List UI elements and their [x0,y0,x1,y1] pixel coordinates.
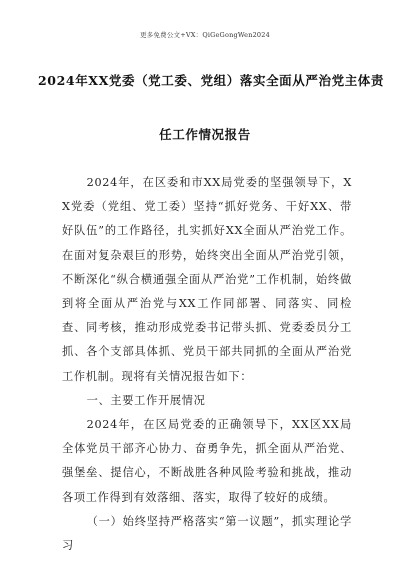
document-title-line-1: 2024年XX党委（党工委、党组）落实全面从严治党主体责 [38,73,384,88]
document-title-line-2: 任工作情况报告 [159,127,251,142]
section-heading: 一、主要工作开展情况 [86,393,206,407]
paragraph-summary: 2024年，在区局党委的正确领导下，XX区XX局全体党员干部齐心协力、奋勇争先，抓全面从严治党、强堡垒、提信心，不断战胜各种风险考验和挑战，推动各项工作得到有效落细、落实，取得了较好的成绩。 [62,418,352,504]
document-body [62,171,352,558]
subsection-heading: （一）始终坚持严格落实“第一议题”，抓实理论学习 [62,514,352,553]
paragraph-intro: 2024年，在区委和市XX局党委的坚强领导下，XX党委（党组、党工委）坚持“抓好党务、干好XX、带好队伍”的工作路径，扎实抓好XX全面从严治党工作。在面对复杂艰巨的形势，始终突出全面从严治党引领，不断深化“纵合横通强全面从严治党”工作机制，始终做到将全面从严治党与XX工作同部署、同落实、同检查、同考核，推动形成党委书记带头抓、党委委员分工抓、各个支部具体抓、党员干部共同抓的全面从严治党工作机制。现将有关情况报告如下： [62,176,352,383]
header-note: 更多免费公文+VX：QiGeGongWen2024 [140,31,270,39]
